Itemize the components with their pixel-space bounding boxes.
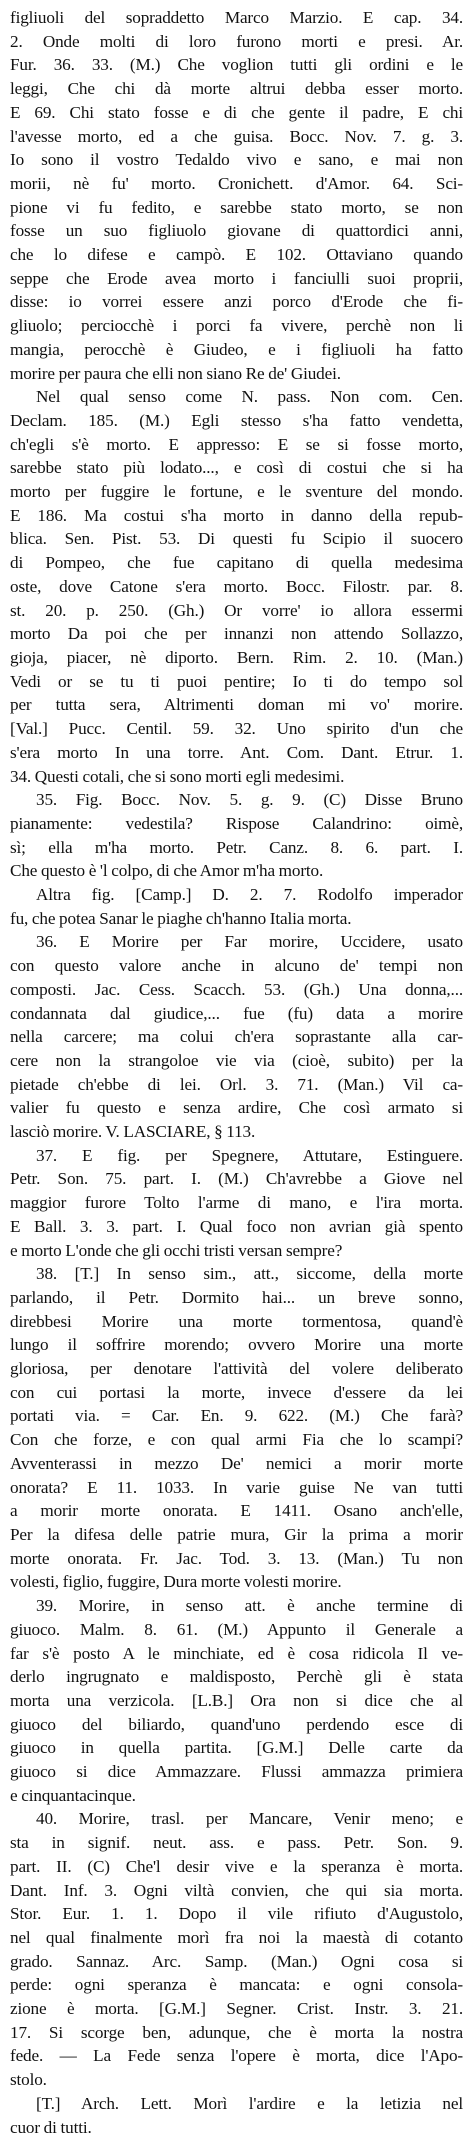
text-line: a morir morte onorata. E 1411. Osano anch'elle, <box>10 1501 463 1521</box>
text-line: gloriosa, per denotare l'attività del volere deliberato <box>10 1359 463 1379</box>
text-line: blica. Sen. Pist. 53. Di questi fu Scipio il suocero <box>10 529 463 549</box>
text-line: 2. Onde molti di loro furono morti e presi. Ar. <box>10 31 463 51</box>
text-line: giuoco si dice Ammazzare. Flussi ammazza primiera <box>10 1762 463 1782</box>
text-line: Vedi or se tu ti puoi pentire; Io ti do tempo sol <box>10 671 463 691</box>
text-line: onorata? E 11. 1033. In varie guise Ne van tutti <box>10 1477 463 1497</box>
text-line: pianamente: vedestila? Rispose Calandrino: oimè, <box>10 813 463 833</box>
text-line: lasciò morire. V. LASCIARE, § 113. <box>10 1122 256 1142</box>
text-line: 34. Questi cotali, che si sono morti egli medesimi. <box>10 766 345 786</box>
text-line: volesti, figlio, fuggire, Dura morte volesti morire. <box>10 1572 342 1592</box>
text-line: Altra fig. [Camp.] D. 2. 7. Rodolfo imperador <box>36 885 463 905</box>
text-line: giuoco. Malm. 8. 61. (M.) Appunto il Generale a <box>10 1619 463 1639</box>
text-line: 37. E fig. per Spegnere, Attutare, Estinguere. <box>36 1145 463 1165</box>
text-line: fu, che potea Sanar le piaghe ch'hanno Italia morta. <box>10 908 352 928</box>
text-line: Io sono il vostro Tedaldo vivo e sano, e mai non <box>10 150 463 170</box>
text-line: e morto L'onde che gli occhi tristi versan sempre? <box>10 1240 343 1260</box>
dictionary-entry-column <box>10 6 463 2139</box>
text-line: perde: ogni speranza è mancata: e ogni consola- <box>10 1975 463 1995</box>
text-line: zione è morta. [G.M.] Segner. Crist. Instr. 3. 21. <box>10 1999 463 2019</box>
text-line: E 186. Ma costui s'ha morto in danno della repub- <box>10 505 463 525</box>
text-line: giuoco del biliardo, quand'uno perdendo esce di <box>10 1714 463 1734</box>
text-line: Con che forze, e con qual armi Fia che lo scampi? <box>10 1430 463 1450</box>
text-line: cuor di tutti. <box>10 2117 92 2137</box>
text-line: 40. Morire, trasl. per Mancare, Venir meno; e <box>36 1809 463 1829</box>
text-line: sì; ella m'ha morto. Petr. Canz. 8. 6. part. I. <box>10 837 463 857</box>
text-line: morte onorata. Fr. Jac. Tod. 3. 13. (Man.) Tu non <box>10 1548 463 1568</box>
text-line: ch'egli s'è morto. E appresso: E se si fosse morto, <box>10 434 463 454</box>
text-line: pione vi fu fedito, e sarebbe stato morto, se non <box>10 197 463 217</box>
text-line: morii, nè fu' morto. Cronichett. d'Amor. 64. Sci- <box>10 173 463 193</box>
text-line: morto Da poi che per innanzi non attendo Sollazzo, <box>10 624 463 644</box>
text-line: Che questo è 'l colpo, di che Amor m'ha morto. <box>10 861 324 881</box>
text-line: giuoco in quella partita. [G.M.] Delle carte da <box>10 1738 463 1758</box>
text-line: lungo il soffrire morendo; ovvero Morire una morte <box>10 1335 463 1355</box>
text-line: condannata dal giudice,... fue (fu) data a morire <box>10 1003 463 1023</box>
text-line: con questo valore anche in alcuno de' tempi non <box>10 956 463 976</box>
text-line: derlo ingrugnato e maldisposto, Perchè gli è stata <box>10 1667 463 1687</box>
text-line: Declam. 185. (M.) Egli stesso s'ha fatto vendetta, <box>10 410 463 430</box>
text-line: Nel qual senso come N. pass. Non com. Cen. <box>36 387 463 407</box>
text-line: E Ball. 3. 3. part. I. Qual foco non avrian già spento <box>10 1216 463 1236</box>
text-line: E 69. Chi stato fosse e di che gente il padre, E chi <box>10 102 463 122</box>
text-line: s'era morto In una torre. Ant. Com. Dant. Etrur. 1. <box>10 742 463 762</box>
text-line: fosse un suo figliuolo giovane di quattordici anni, <box>10 221 463 241</box>
text-line: direbbesi Morire una morte tormentosa, quand'è <box>10 1311 463 1331</box>
text-line: fede. — La Fede senza l'opere è morta, dice l'Apo- <box>10 2046 463 2066</box>
text-line: leggi, Che chi dà morte altrui debba esser morto. <box>10 79 463 99</box>
text-line: gioja, piacer, nè diporto. Bern. Rim. 2. 10. (Man.) <box>10 647 463 667</box>
text-line: Avventerassi in mezzo De' nemici a morir morte <box>10 1453 463 1473</box>
text-line: morire per paura che elli non siano Re de' Giudei. <box>10 363 341 383</box>
text-line: morta una verzicola. [L.B.] Ora non si dice che al <box>10 1690 463 1710</box>
text-line: maggior furore Tolto l'arme di mano, e l'ira morta. <box>10 1193 463 1213</box>
text-line: sarebbe stato più lodato..., e così di costui che si ha <box>10 458 463 478</box>
text-line: far s'è posto A le minchiate, ed è cosa ridicola Il ve- <box>10 1643 463 1663</box>
text-line: che lo difese e campò. E 102. Ottaviano quando <box>10 245 463 265</box>
text-line: valier fu questo e senza ardire, Che così armato si <box>10 1098 463 1118</box>
text-line: 35. Fig. Bocc. Nov. 5. g. 9. (C) Disse Bruno <box>36 790 463 810</box>
text-line: morto per fuggire le fortune, e le sventure del mondo. <box>10 482 463 502</box>
text-line: figliuoli del sopraddetto Marco Marzio. E cap. 34. <box>10 8 463 27</box>
text-line: Dant. Inf. 3. Ogni viltà convien, che qui sia morta. <box>10 1880 463 1900</box>
text-line: con cui portasi la morte, invece d'essere da lei <box>10 1382 463 1402</box>
text-line: di Pompeo, che fue capitano di quella medesima <box>10 553 463 573</box>
text-line: mangia, perocchè è Giudeo, e i figliuoli ha fatto <box>10 339 463 359</box>
text-line: [Val.] Pucc. Centil. 59. 32. Uno spirito d'un che <box>10 719 463 739</box>
text-line: Per la difesa delle patrie mura, Gir la prima a morir <box>10 1525 463 1544</box>
text-line: parlando, il Petr. Dormito hai... un breve sonno, <box>10 1287 463 1307</box>
text-line: 36. E Morire per Far morire, Uccidere, usato <box>36 932 463 952</box>
text-line: pietade ch'ebbe di lei. Orl. 3. 71. (Man.) Vil ca- <box>10 1074 463 1094</box>
text-line: l'avesse morto, ed a che guisa. Bocc. Nov. 7. g. 3. <box>10 126 463 146</box>
text-line: composti. Jac. Cess. Scacch. 53. (Gh.) Una donna,... <box>10 979 463 999</box>
text-line: gliuolo; perciocchè i porci fa vivere, perchè non li <box>10 316 463 336</box>
text-line: stolo. <box>10 2070 47 2090</box>
text-line: 39. Morire, in senso att. è anche termine di <box>36 1596 463 1616</box>
text-line: 17. Si scorge ben, adunque, che è morta la nostra <box>10 2022 463 2042</box>
text-line: sta in signif. neut. ass. e pass. Petr. Son. 9. <box>10 1833 463 1853</box>
text-line: oste, dove Catone s'era morto. Bocc. Filostr. par. 8. <box>10 576 463 596</box>
text-line: cere non la strangoloe vie via (cioè, subito) per la <box>10 1050 463 1070</box>
text-line: disse: io vorrei essere anzi porco d'Erode che fi- <box>10 292 463 312</box>
text-line: part. II. (C) Che'l desir vive e la speranza è morta. <box>10 1856 463 1876</box>
text-line: [T.] Arch. Lett. Morì l'ardire e la letizia nel <box>36 2093 463 2113</box>
text-line: st. 20. p. 250. (Gh.) Or vorre' io allora essermi <box>10 600 463 620</box>
text-line: 38. [T.] In senso sim., att., siccome, della morte <box>36 1264 463 1284</box>
text-line: Fur. 36. 33. (M.) Che voglion tutti gli ordini e le <box>10 55 463 75</box>
text-line: nel qual finalmente morì fra noi la maestà di cotanto <box>10 1927 463 1947</box>
text-line: e cinquantacinque. <box>10 1785 136 1805</box>
text-line: nella carcere; ma colui ch'era soprastante alla car- <box>10 1027 463 1047</box>
text-line: portati via. = Car. En. 9. 622. (M.) Che farà? <box>10 1406 463 1426</box>
text-line: Petr. Son. 75. part. I. (M.) Ch'avrebbe a Giove nel <box>10 1169 463 1189</box>
text-line: seppe che Erode avea morto i fanciulli suoi proprii, <box>10 268 463 288</box>
text-line: grado. Sannaz. Arc. Samp. (Man.) Ogni cosa si <box>10 1951 463 1971</box>
text-line: per tutta sera, Altrimenti doman mi vo' morire. <box>10 695 463 715</box>
text-line: Stor. Eur. 1. 1. Dopo il vile rifiuto d'Augustolo, <box>10 1904 463 1924</box>
